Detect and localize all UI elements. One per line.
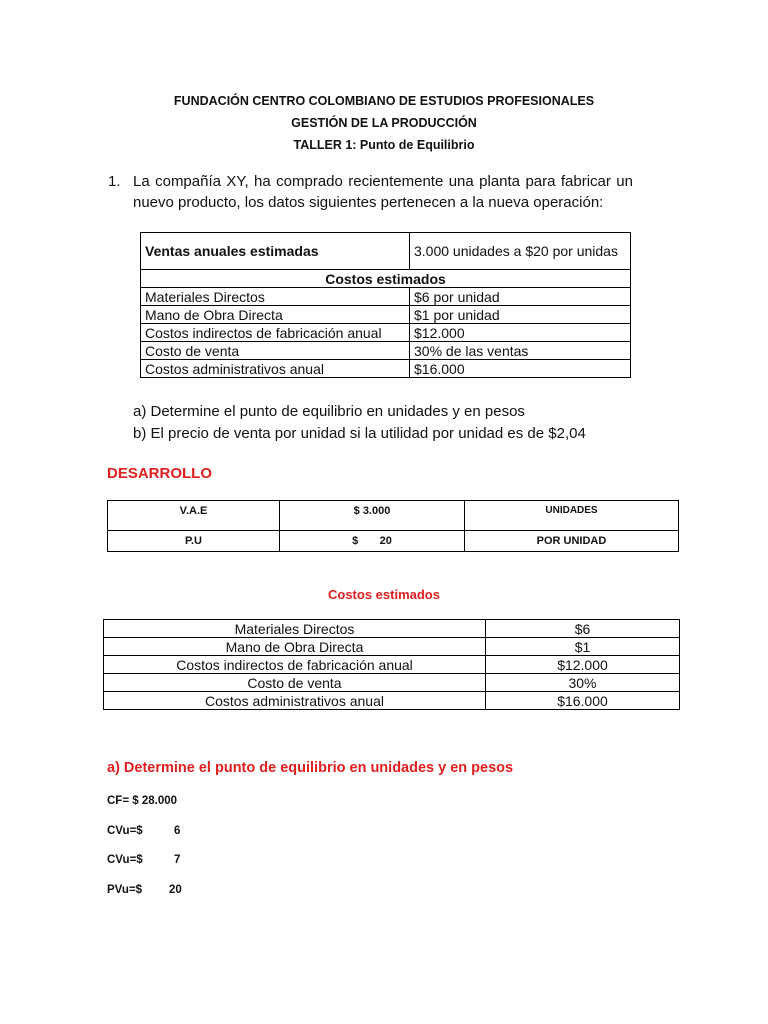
variable-cost-line bbox=[107, 854, 181, 866]
table-cell: UNIDADES bbox=[465, 501, 679, 531]
table-cell: V.A.E bbox=[108, 501, 280, 531]
table-cell: POR UNIDAD bbox=[465, 531, 679, 552]
table-cell: Costo de venta bbox=[141, 342, 410, 360]
price-line bbox=[107, 884, 182, 896]
calc-label: PVu=$ bbox=[107, 884, 143, 896]
question-text: La compañía XY, ha comprado recientemente una planta para fabricar un nuevo producto, los datos siguientes pertenecen a la nueva operación: bbox=[133, 173, 633, 211]
table-cell: Costo de venta bbox=[104, 674, 486, 692]
table-cell: Costos indirectos de fabricación anual bbox=[141, 324, 410, 342]
table-cell: 30% bbox=[486, 674, 680, 692]
fixed-cost-line bbox=[107, 795, 177, 807]
table-cell: $6 por unidad bbox=[410, 288, 631, 306]
table-cell: 30% de las ventas bbox=[410, 342, 631, 360]
table-cell: $6 bbox=[486, 620, 680, 638]
table-cell: $1 bbox=[486, 638, 680, 656]
table-cell: Costos indirectos de fabricación anual bbox=[104, 656, 486, 674]
table-cell: $1 por unidad bbox=[410, 306, 631, 324]
variable-cost-line bbox=[107, 825, 181, 837]
table-cell: Materiales Directos bbox=[141, 288, 410, 306]
table-cell: 3.000 unidades a $20 por unidas bbox=[410, 233, 631, 270]
calc-label: CVu=$ bbox=[107, 854, 143, 866]
table-cell: $16.000 bbox=[486, 692, 680, 710]
table-row bbox=[141, 342, 631, 360]
costos-heading: Costos estimados bbox=[328, 587, 440, 602]
table-cell: P.U bbox=[108, 531, 280, 552]
question-1 bbox=[108, 171, 633, 213]
table-cell: Costos administrativos anual bbox=[141, 360, 410, 378]
course-title: GESTIÓN DE LA PRODUCCIÓN bbox=[291, 116, 477, 130]
table-row bbox=[104, 674, 680, 692]
table-row bbox=[141, 360, 631, 378]
table-cell: $12.000 bbox=[410, 324, 631, 342]
table-cell: Mano de Obra Directa bbox=[141, 306, 410, 324]
table-row bbox=[108, 501, 679, 531]
table-section-header: Costos estimados bbox=[141, 270, 631, 288]
table-row bbox=[104, 620, 680, 638]
data-table bbox=[140, 232, 631, 378]
calc-label: CF= $ 28.000 bbox=[107, 795, 178, 807]
table-cell: Costos administrativos anual bbox=[104, 692, 486, 710]
table-cell: $ 3.000 bbox=[280, 501, 465, 531]
table-row bbox=[108, 531, 679, 552]
table-cell: $16.000 bbox=[410, 360, 631, 378]
table-row bbox=[104, 638, 680, 656]
costs-table bbox=[103, 619, 680, 710]
desarrollo-heading: DESARROLLO bbox=[107, 465, 212, 482]
table-row bbox=[141, 233, 631, 270]
calc-value: 20 bbox=[169, 884, 182, 896]
subquestion-b: b) El precio de venta por unidad si la utilidad por unidad es de $2,04 bbox=[133, 425, 586, 442]
table-row bbox=[104, 656, 680, 674]
table-row bbox=[104, 692, 680, 710]
calc-value: 7 bbox=[174, 854, 181, 866]
table-cell: $12.000 bbox=[486, 656, 680, 674]
part-a-heading: a) Determine el punto de equilibrio en unidades y en pesos bbox=[107, 760, 514, 776]
table-row bbox=[141, 324, 631, 342]
institution-title: FUNDACIÓN CENTRO COLOMBIANO DE ESTUDIOS PROFESIONALES bbox=[173, 94, 595, 108]
calc-label: CVu=$ bbox=[107, 825, 143, 837]
subquestion-a: a) Determine el punto de equilibrio en unidades y en pesos bbox=[133, 403, 525, 420]
table-cell: Materiales Directos bbox=[104, 620, 486, 638]
table-row bbox=[141, 306, 631, 324]
table-cell: Mano de Obra Directa bbox=[104, 638, 486, 656]
table-cell: $ 20 bbox=[280, 531, 465, 552]
table-row bbox=[141, 288, 631, 306]
workshop-title: TALLER 1: Punto de Equilibrio bbox=[293, 138, 475, 152]
calc-value: 6 bbox=[174, 825, 181, 837]
question-number: 1. bbox=[108, 173, 121, 190]
sales-table bbox=[107, 500, 679, 552]
table-cell: Ventas anuales estimadas bbox=[141, 233, 410, 270]
table-row bbox=[141, 270, 631, 288]
